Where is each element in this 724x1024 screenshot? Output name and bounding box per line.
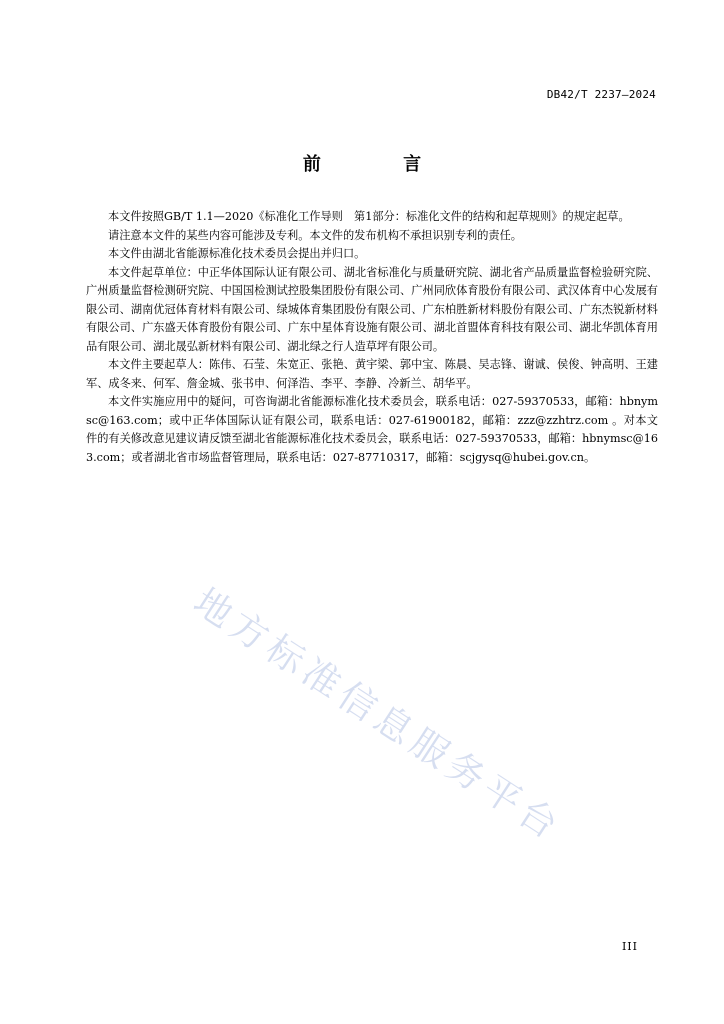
paragraph-proposer: 本文件由湖北省能源标准化技术委员会提出并归口。	[108, 247, 366, 260]
paragraph-drafters: 本文件主要起草人：陈伟、石莹、朱宽正、张艳、黄宇梁、郭中宝、陈晨、吴志锋、谢诚、侯俊、钟高明、王建军、成冬来、何军、詹金城、张书申、何泽浩、李平、李静、冷新兰、胡华平。	[86, 358, 658, 390]
paragraph-drafting-rules: 本文件按照GB/T 1.1—2020《标准化工作导则 第1部分：标准化文件的结构和起草规则》的规定起草。	[108, 210, 630, 223]
watermark: 地方标准信息服务平台	[186, 579, 571, 851]
standard-code: DB42/T 2237—2024	[546, 88, 656, 101]
paragraph-contact-info: 本文件实施应用中的疑问，可咨询湖北省能源标准化技术委员会，联系电话：027-59370533，邮箱：hbnymsc@163.com；或中正华体国际认证有限公司，联系电话：027-61900182，邮箱：zzz@zzhtrz.com 。对本文件的有关修改意见建议请反馈至湖北省能源标准化技术委员会，联系电话：027-59370533，邮箱：hbnymsc@163.com；或者湖北省市场监督管理局，联系电话：027-87710317，邮箱：scjgysq@hubei.gov.cn。	[86, 395, 658, 464]
page-title: 前 言	[302, 154, 460, 175]
paragraph-drafting-units: 本文件起草单位：中正华体国际认证有限公司、湖北省标准化与质量研究院、湖北省产品质量监督检验研究院、广州质量监督检测研究院、中国国检测试控股集团股份有限公司、广州同欣体育股份有限公司、武汉体育中心发展有限公司、湖南优冠体育材料有限公司、绿城体育集团股份有限公司、广东柏胜新材料股份有限公司、广东杰锐新材料有限公司、广东盛天体育股份有限公司、广东中星体育设施有限公司、湖北首盟体育科技有限公司、湖北华凯体育用品有限公司、湖北晟弘新材料有限公司、湖北绿之行人造草坪有限公司。	[86, 265, 658, 353]
page-number: III	[621, 940, 638, 953]
paragraph-patent-notice: 请注意本文件的某些内容可能涉及专利。本文件的发布机构不承担识别专利的责任。	[108, 228, 522, 242]
foreword-body	[86, 208, 658, 467]
